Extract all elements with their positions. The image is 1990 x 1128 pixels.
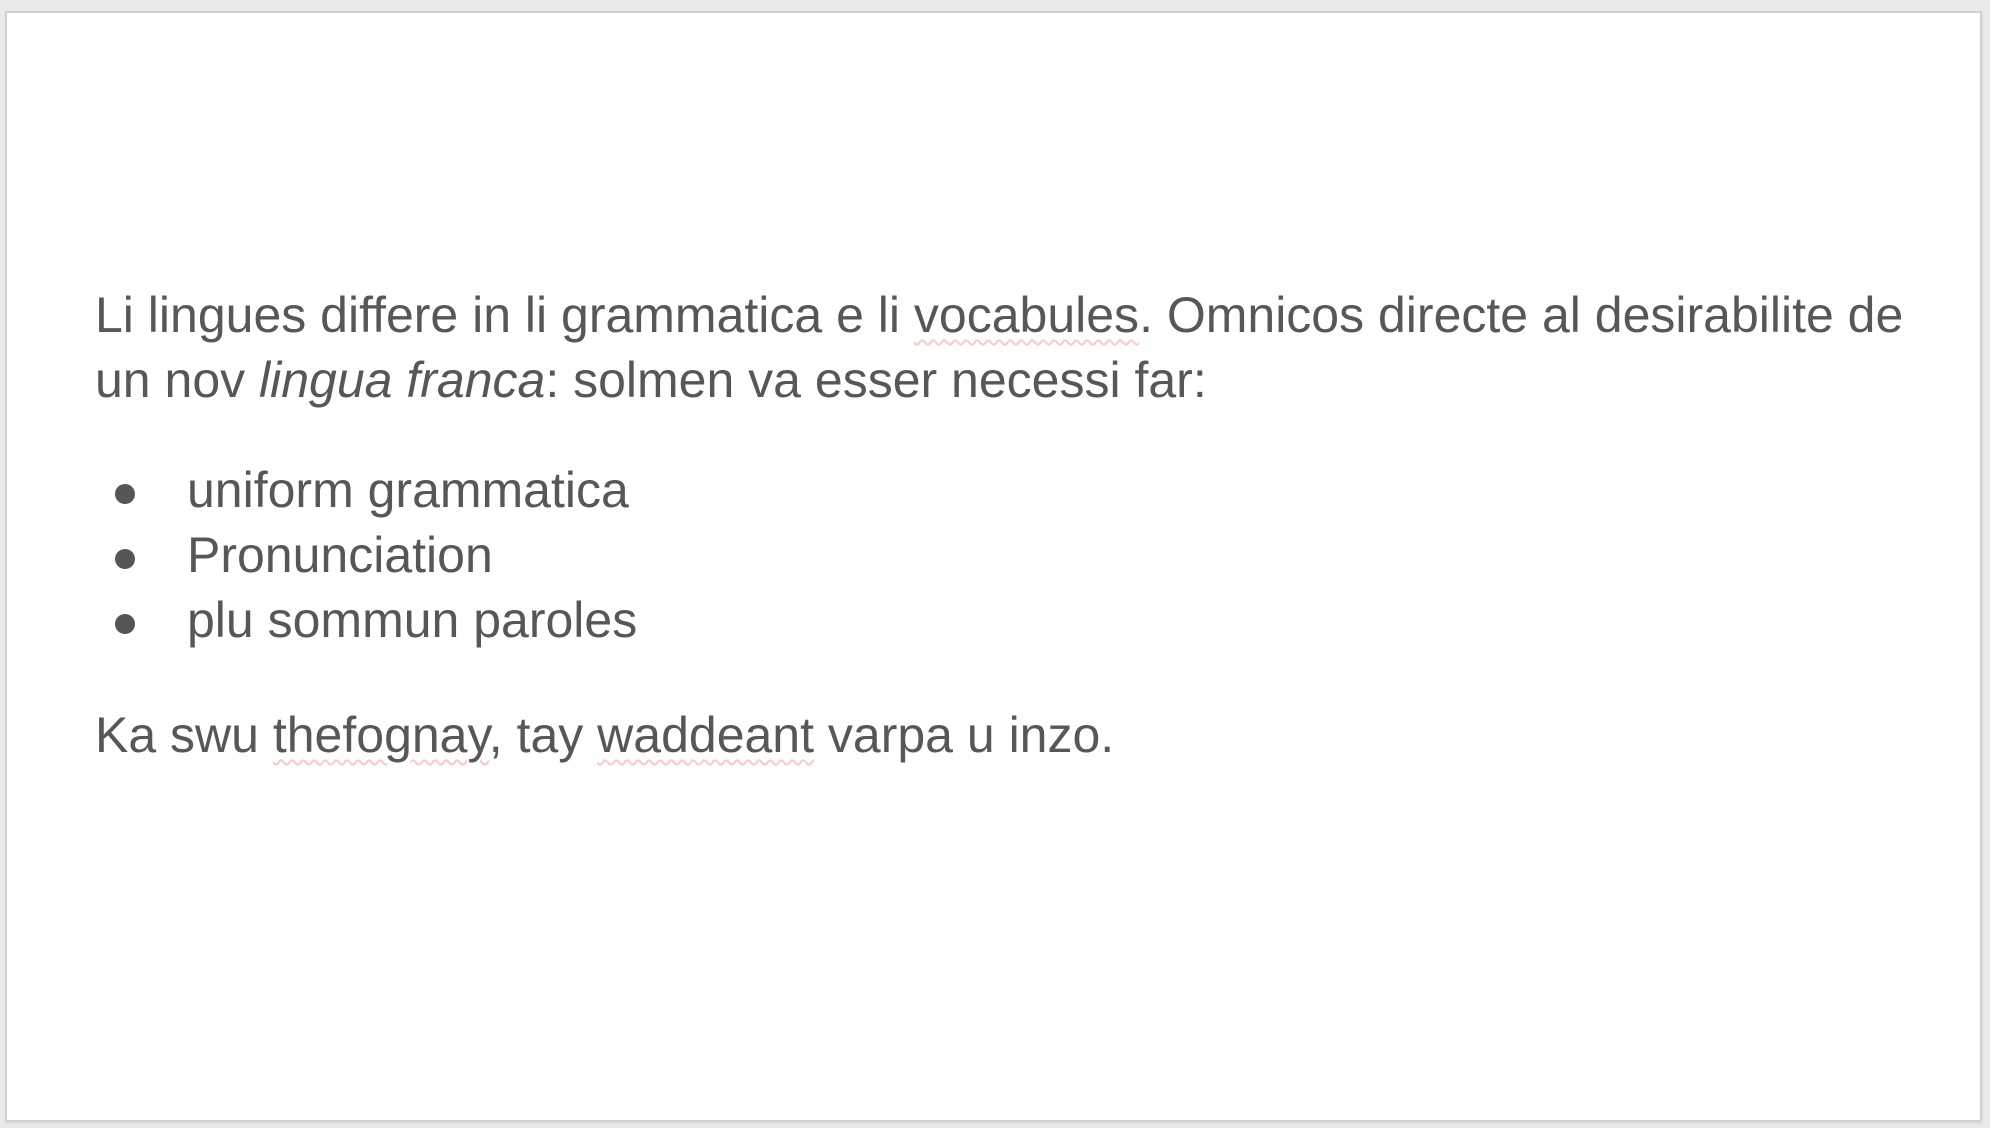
slide-page[interactable] <box>5 11 1982 1122</box>
body-text-box[interactable] <box>95 283 1903 413</box>
bullet-icon <box>115 484 135 504</box>
misspelled-word: vocabules <box>913 287 1140 343</box>
misspelled-word: waddeant <box>597 707 815 763</box>
bullet-list[interactable] <box>95 458 637 653</box>
paragraph-text: Li lingues differe in li grammatica e li <box>95 287 914 343</box>
list-item[interactable] <box>95 588 637 653</box>
paragraph-text: : solmen va esser necessi far: <box>545 352 1207 408</box>
bullet-icon <box>115 549 135 569</box>
paragraph-text: , tay <box>488 707 598 763</box>
misspelled-word: thefognay <box>272 707 489 763</box>
list-item[interactable] <box>95 458 637 523</box>
closing-text-box[interactable] <box>95 703 1114 768</box>
paragraph-text: un nov <box>95 352 260 408</box>
list-item-label: Pronunciation <box>187 527 493 583</box>
list-item-label: uniform grammatica <box>187 462 629 518</box>
paragraph-text: varpa u inzo. <box>814 707 1115 763</box>
paragraph-text: Ka swu <box>95 707 273 763</box>
list-item-label: plu sommun paroles <box>187 592 638 648</box>
bullet-icon <box>115 614 135 634</box>
italic-phrase: lingua franca <box>259 352 546 408</box>
list-item[interactable] <box>95 523 637 588</box>
paragraph-text: . Omnicos directe al desirabilite de <box>1139 287 1904 343</box>
